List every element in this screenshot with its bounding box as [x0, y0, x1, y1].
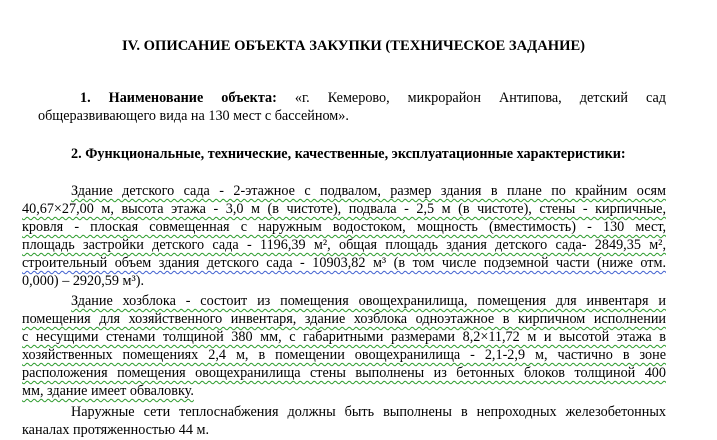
s1-text-a: «г. Кемерово, микрорайон Антипова, детский сад — [294, 90, 666, 106]
p2-line: мм, здание имеет обваловку. — [22, 383, 194, 399]
p3-line: Наружные сети теплоснабжения должны быть выполнены в непроходных железобетонных — [71, 404, 666, 420]
s1-line-2: общеразвивающего вида на 130 мест с бассейном». — [38, 108, 349, 124]
s2-heading: 2. Функциональные, технические, качественные, эксплуатационные характеристики: — [71, 146, 626, 162]
p1-line: 40,67×27,00 м, высота этажа - 3,0 м (в чистоте), подвала - 2,5 м (в чистоте), стены - кирпичные, — [22, 201, 666, 217]
p1-line: Здание детского сада - 2-этажное с подвалом, размер здания в плане по крайним осям — [71, 183, 666, 199]
p2-line: помещения для хозяйственного инвентаря, здание хозблока одноэтажное в кирпичном исполнении — [22, 311, 666, 327]
p1-line: площадь застройки детского сада - 1196,39 м², общая площадь здания детского сада- 2849,35 м², — [22, 237, 666, 253]
p1-line: кровля - плоская совмещенная с наружным водостоком, мощность (вместимость) - 130 мест, — [22, 219, 666, 235]
p3-line: каналах протяженностью 44 м. — [22, 422, 210, 438]
p2-line: хозяйственных помещениях 2,4 м, в помещении овощехранилища - 2,1-2,9 м, частично в зоне — [22, 347, 666, 363]
p2-line: Здание хозблока - состоит из помещения овощехранилища, помещения для инвентаря и — [71, 293, 666, 309]
s1-line-1 — [80, 89, 666, 107]
s1-heading: 1. Наименование объекта: — [80, 90, 277, 106]
section-title: IV. ОПИСАНИЕ ОБЪЕКТА ЗАКУПКИ (ТЕХНИЧЕСКОЕ ЗАДАНИЕ) — [122, 38, 586, 54]
p2-line: с несущими стенами толщиной 380 мм, с габаритными размерами 8,2×11,72 м и высотой этажа в — [22, 329, 666, 345]
p1-line: строительный объем здания детского сада - 10903,82 м³ (в том числе подземной части (ниже отм. — [22, 255, 666, 271]
p1-line: 0,000) – 2920,59 м³). — [22, 273, 144, 289]
p2-line: расположения помещения овощехранилища стены выполнены из бетонных блоков толщиной 400 — [22, 365, 666, 381]
